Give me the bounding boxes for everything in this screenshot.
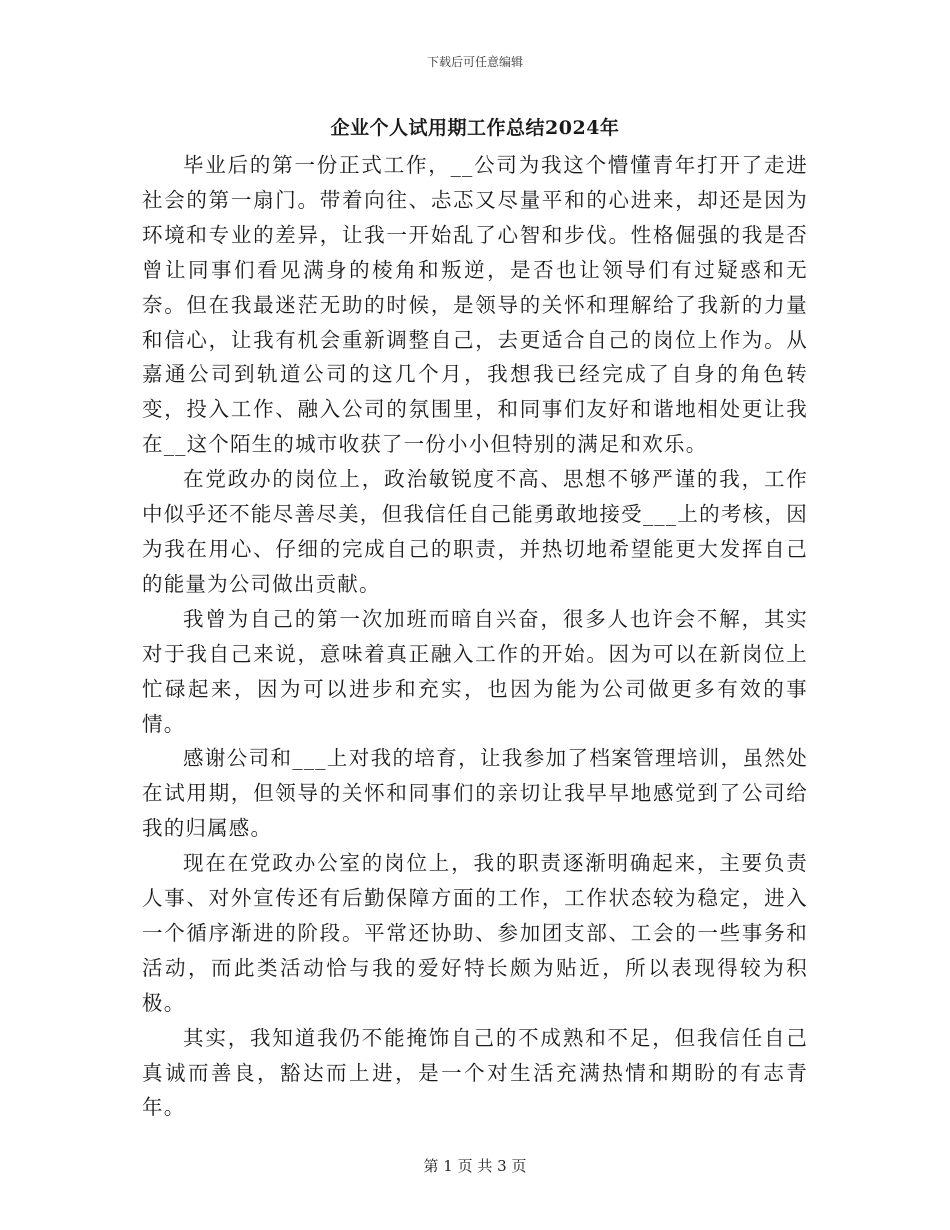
page-number-footer: 第 1 页 共 3 页 xyxy=(423,1157,527,1175)
document-title: 企业个人试用期工作总结2024年 xyxy=(330,117,620,139)
paragraph: 其实，我知道我仍不能掩饰自己的不成熟和不足，但我信任自己真诚而善良，豁达而上进，是一个对生活充满热情和期盼的有志青年。 xyxy=(142,1025,808,1120)
paragraph: 毕业后的第一份正式工作，__公司为我这个懵懂青年打开了走进社会的第一扇门。带着向往、忐忑又尽量平和的心进来，却还是因为环境和专业的差异，让我一开始乱了心智和步伐。性格倔强的我是否曾让同事们看见满身的棱角和叛逆，是否也让领导们有过疑惑和无奈。但在我最迷茫无助的时候，是领导的关怀和理解给了我新的力量和信心，让我有机会重新调整自己，去更适合自己的岗位上作为。从嘉通公司到轨道公司的这几个月，我想我已经完成了自身的角色转变，投入工作、融入公司的氛围里，和同事们友好和谐地相处更让我在__这个陌生的城市收获了一份小小但特别的满足和欢乐。 xyxy=(142,153,808,457)
paragraph: 我曾为自己的第一次加班而暗自兴奋，很多人也许会不解，其实对于我自己来说，意味着真正融入工作的开始。因为可以在新岗位上忙碌起来，因为可以进步和充实，也因为能为公司做更多有效的事情。 xyxy=(142,606,808,736)
paragraph: 现在在党政办公室的岗位上，我的职责逐渐明确起来，主要负责人事、对外宣传还有后勤保障方面的工作，工作状态较为稳定，进入一个循序渐进的阶段。平常还协助、参加团支部、工会的一些事务和活动，而此类活动恰与我的爱好特长颇为贴近，所以表现得较为积极。 xyxy=(142,851,808,1015)
page-header-note: 下载后可任意编辑 xyxy=(426,55,523,69)
paragraph: 感谢公司和___上对我的培育，让我参加了档案管理培训，虽然处在试用期，但领导的关怀和同事们的亲切让我早早地感觉到了公司给我的归属感。 xyxy=(142,746,808,841)
document-body xyxy=(142,148,808,1125)
paragraph: 在党政办的岗位上，政治敏锐度不高、思想不够严谨的我，工作中似乎还不能尽善尽美，但我信任自己能勇敢地接受___上的考核，因为我在用心、仔细的完成自己的职责，并热切地希望能更大发挥自己的能量为公司做出贡献。 xyxy=(142,467,808,596)
